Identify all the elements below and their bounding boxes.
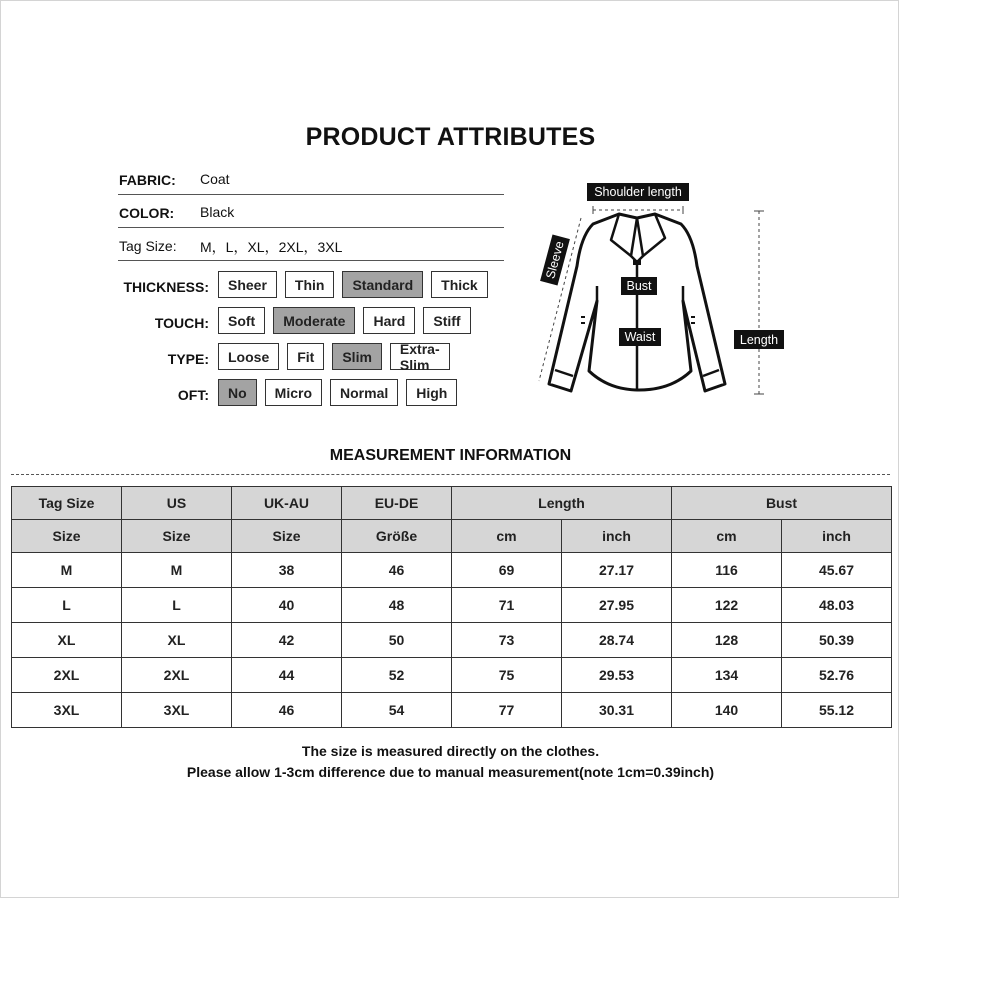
table-cell: 3XL [122,693,232,728]
subheader-cell: cm [452,520,562,553]
table-row [12,623,892,658]
table-cell: L [122,588,232,623]
table-cell: 42 [232,623,342,658]
attr-value: Coat [200,171,230,187]
attr-row-color [118,195,504,228]
table-cell: 69 [452,553,562,588]
table-row [12,553,892,588]
subheader-cell: Größe [342,520,452,553]
header-cell: Bust [672,487,892,520]
option-chip-thickness: Thick [431,271,488,298]
table-row [12,658,892,693]
option-chip-touch: Stiff [423,307,470,334]
attr-label: FABRIC: [119,172,176,188]
attr-label: Tag Size: [119,238,177,254]
table-cell: M [122,553,232,588]
table-cell: 134 [672,658,782,693]
subheader-cell: inch [782,520,892,553]
attr-row-tag-size [118,228,504,261]
table-cell: 140 [672,693,782,728]
option-chip-thickness: Sheer [218,271,277,298]
table-cell: 46 [232,693,342,728]
coat-diagram [531,176,791,406]
subheader-cell: Size [12,520,122,553]
attr-row-fabric [118,162,504,195]
bust-label: Bust [626,279,652,293]
table-cell: 73 [452,623,562,658]
divider [11,474,890,475]
table-cell: XL [122,623,232,658]
table-cell: 77 [452,693,562,728]
option-chips [218,379,457,406]
sleeve-label: Sleeve [543,239,567,281]
table-cell: 128 [672,623,782,658]
option-label: TYPE: [167,351,209,367]
option-chip-touch: Hard [363,307,415,334]
table-cell: 40 [232,588,342,623]
table-header-row [12,487,892,520]
attr-value: Black [200,204,235,220]
option-chip-type: Slim [332,343,382,370]
table-cell: 2XL [12,658,122,693]
option-chip-oft: Normal [330,379,398,406]
header-cell: US [122,487,232,520]
option-chip-thickness: Thin [285,271,335,298]
table-cell: L [12,588,122,623]
subheader-cell: cm [672,520,782,553]
table-subheader-row [12,520,892,553]
table-cell: 52.76 [782,658,892,693]
table-cell: 52 [342,658,452,693]
table-cell: 45.67 [782,553,892,588]
option-label: THICKNESS: [123,279,209,295]
option-chip-oft: No [218,379,257,406]
table-cell: 48.03 [782,588,892,623]
header-cell: Length [452,487,672,520]
table-cell: 116 [672,553,782,588]
table-cell: 122 [672,588,782,623]
table-cell: 3XL [12,693,122,728]
table-cell: 50.39 [782,623,892,658]
table-body [12,553,892,728]
table-cell: XL [12,623,122,658]
option-chip-type: Loose [218,343,279,370]
shoulder-label: Shoulder length [594,185,682,199]
table-cell: 71 [452,588,562,623]
subheader-cell: inch [562,520,672,553]
measurement-title: MEASUREMENT INFORMATION [329,447,572,464]
option-chips [218,307,471,334]
table-cell: 29.53 [562,658,672,693]
table-cell: 46 [342,553,452,588]
note-line-2: Please allow 1-3cm difference due to manual measurement(note 1cm=0.39inch) [186,764,715,780]
option-chip-thickness: Standard [342,271,423,298]
note-line-1: The size is measured directly on the clothes. [301,743,600,759]
attr-label: COLOR: [119,205,175,221]
length-label: Length [739,333,779,347]
table-cell: 2XL [122,658,232,693]
option-chip-oft: Micro [265,379,322,406]
header-cell: EU-DE [342,487,452,520]
waist-label: Waist [624,330,656,344]
header-cell: Tag Size [12,487,122,520]
option-chips [218,271,488,298]
table-cell: 55.12 [782,693,892,728]
header-cell: UK-AU [232,487,342,520]
table-cell: 38 [232,553,342,588]
option-label: TOUCH: [154,315,209,331]
size-table [11,486,892,728]
option-chip-type: Extra-Slim [390,343,450,370]
table-cell: 48 [342,588,452,623]
table-cell: 44 [232,658,342,693]
table-cell: 50 [342,623,452,658]
subheader-cell: Size [232,520,342,553]
table-cell: 27.95 [562,588,672,623]
table-cell: 30.31 [562,693,672,728]
table-cell: M [12,553,122,588]
option-chips [218,340,450,373]
option-chip-oft: High [406,379,457,406]
page-title: PRODUCT ATTRIBUTES [305,123,596,151]
option-chip-touch: Moderate [273,307,355,334]
option-chip-type: Fit [287,343,324,370]
table-cell: 75 [452,658,562,693]
table-row [12,693,892,728]
subheader-cell: Size [122,520,232,553]
option-chip-touch: Soft [218,307,265,334]
option-label: OFT: [177,387,209,403]
table-cell: 27.17 [562,553,672,588]
attr-value: M，L，XL，2XL，3XL [200,239,343,255]
table-cell: 54 [342,693,452,728]
table-cell: 28.74 [562,623,672,658]
table-row [12,588,892,623]
